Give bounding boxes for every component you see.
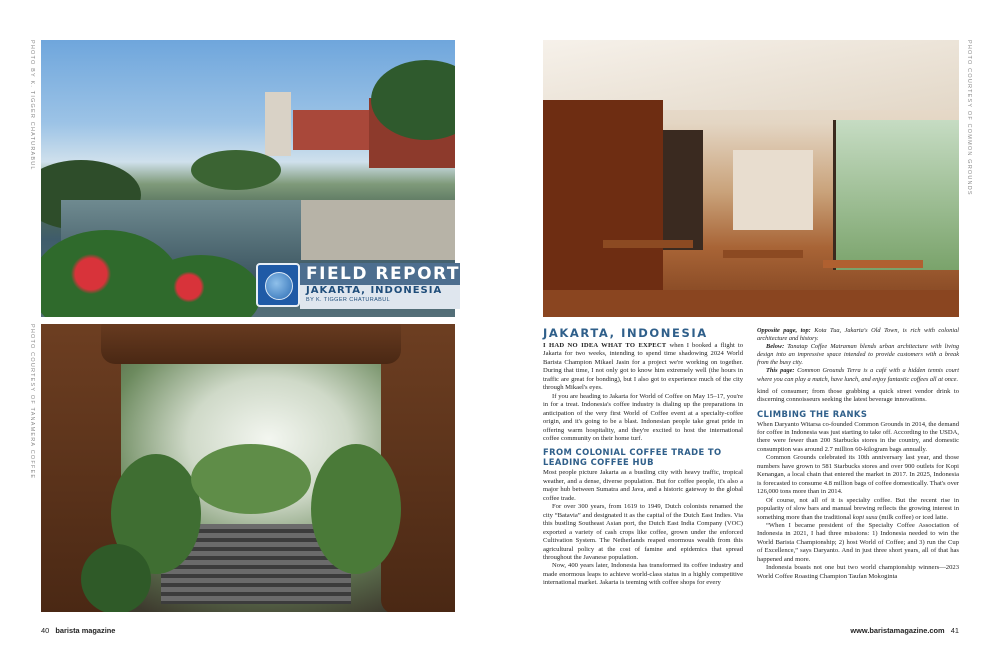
courtyard-photo-credit: PHOTO COURTESY OF TANAMERA COFFEE: [29, 324, 35, 480]
paragraph: Now, 400 years later, Indonesia has transformed its coffee industry and made enormous leaps to achieve world-class status in a highly competitive international market. Jakarta is teeming with coffee shops for every: [543, 562, 743, 587]
field-report-byline: BY K. TIGGER CHATURABUL: [306, 297, 391, 303]
field-report-badge: [256, 261, 462, 309]
folio-right: [850, 626, 959, 635]
subhead-climbing-ranks: CLIMBING THE RANKS: [757, 408, 868, 419]
article-column-2: [757, 327, 959, 581]
paragraph: “When I became president of the Specialty Coffee Association of Indonesia in 2021, I had three missions: 1) Indonesia needed to win the World Barista Championship; 2) host World of Coffee; and 3) run the Cup of Excellence,” says Daryanto. And in just three short years, all of that has happened and more.: [757, 522, 959, 563]
subhead-colonial-trade: FROM COLONIAL COFFEE TRADE TO LEADING COFFEE HUB: [543, 447, 722, 468]
paragraph: If you are heading to Jakarta for World of Coffee on May 15–17, you're in for a treat. Indonesia's coffee industry is dialing up the preparations in anticipation of the very first World of Coffee event at a specialty-coffee origin, and it's going to be a blast. Indonesian people take great pride in offering warm hospitality, and they're excited to host the international coffee community on their home turf.: [543, 392, 743, 442]
paragraph: When Daryanto Witarsa co-founded Common Grounds in 2014, the demand for coffee in Indonesia was just starting to take off. According to the USDA, there were fewer than 200 Starbucks stores in the country, and domestic consumption was around 2.7 million 60-kilogram bags annually.: [757, 420, 959, 453]
field-report-location: JAKARTA, INDONESIA: [306, 285, 443, 296]
article-title: JAKARTA, INDONESIA: [543, 326, 708, 340]
globe-icon: [256, 263, 300, 307]
magazine-name: barista magazine: [55, 626, 116, 635]
lead-paragraph: I HAD NO IDEA WHAT TO EXPECT when I booked a flight to Jakarta for two weeks, intending to spend time shadowing 2024 World Barista Champion Mikael Jasin for a project we're working on together. During that time, I not only got to know him extremely well (the hours in traffic are great for bonding), but I also got to experience much of the city through Mikael's eyes.: [543, 342, 743, 392]
folio-left: [41, 626, 115, 635]
canal-photo-credit: PHOTO BY K. TIGGER CHATURABUL: [29, 40, 35, 171]
paragraph: Of course, not all of it is specialty coffee. But the recent rise in popularity of slow bars and manual brewing reflects the growing interest in something more than the traditional kopi susu (milk coffee) or iced latte.: [757, 496, 959, 521]
paragraph: Most people picture Jakarta as a bustling city with heavy traffic, tropical weather, and a dense, diverse population. But for coffee people, it's also a major hub between Sumatra and Java, and a historic gateway to the global coffee trade.: [543, 469, 743, 502]
paragraph: Indonesia boasts not one but two world championship winners—2023 World Coffee Roasting Champion Taufan Mokoginta: [757, 564, 959, 580]
photo-caption: Below: Tanatap Coffee Matraman blends urban architecture with living design into an impressive space intended to provide customers with a break from the busy city.: [757, 343, 959, 367]
paragraph: For over 300 years, from 1619 to 1949, Dutch colonists renamed the city “Batavia” and designated it as the capital of the Dutch East Indies. Via this bustling Southeast Asian port, the Dutch East India Company (VOC) exported a variety of cash crops like coffee, grown under the enforced Cultivation System. The Netherlands reaped enormous wealth from this agricultural policy at the cost of famine and epidemics that spread throughout the Javanese population.: [543, 503, 743, 561]
common-grounds-terra-photo: [543, 40, 959, 317]
article-column-1: [543, 342, 743, 588]
magazine-website: www.baristamagazine.com: [850, 626, 945, 635]
paragraph: kind of consumer; from those grabbing a quick street vendor drink to discerning connoisseurs seeking the latest beverage innovations.: [757, 387, 959, 404]
tanatap-coffee-matraman-photo: [41, 324, 455, 612]
paragraph: Common Grounds celebrated its 10th anniversary last year, and those numbers have grown to 581 Starbucks stores and over 900 outlets for Kopi Kenangan, a local chain that entered the market in 2017. In 2025, Indonesia is forecasted to consume 4.8 million bags of coffee domestically. That's over 126,000 tons more than in 2014.: [757, 454, 959, 496]
cafe-photo-credit: PHOTO COURTESY OF COMMON GROUNDS: [966, 40, 972, 196]
field-report-title: FIELD REPORT: [306, 264, 460, 284]
photo-caption: Opposite page, top: Kota Tua, Jakarta's Old Town, is rich with colonial architecture and history.: [757, 327, 960, 343]
page-number-right: 41: [950, 626, 959, 635]
page-number-left: 40: [41, 626, 50, 635]
photo-caption: This page: Common Grounds Terra is a café with a hidden tennis court where you can play a match, have lunch, and enjoy fantastic coffees all at once.: [757, 367, 959, 383]
